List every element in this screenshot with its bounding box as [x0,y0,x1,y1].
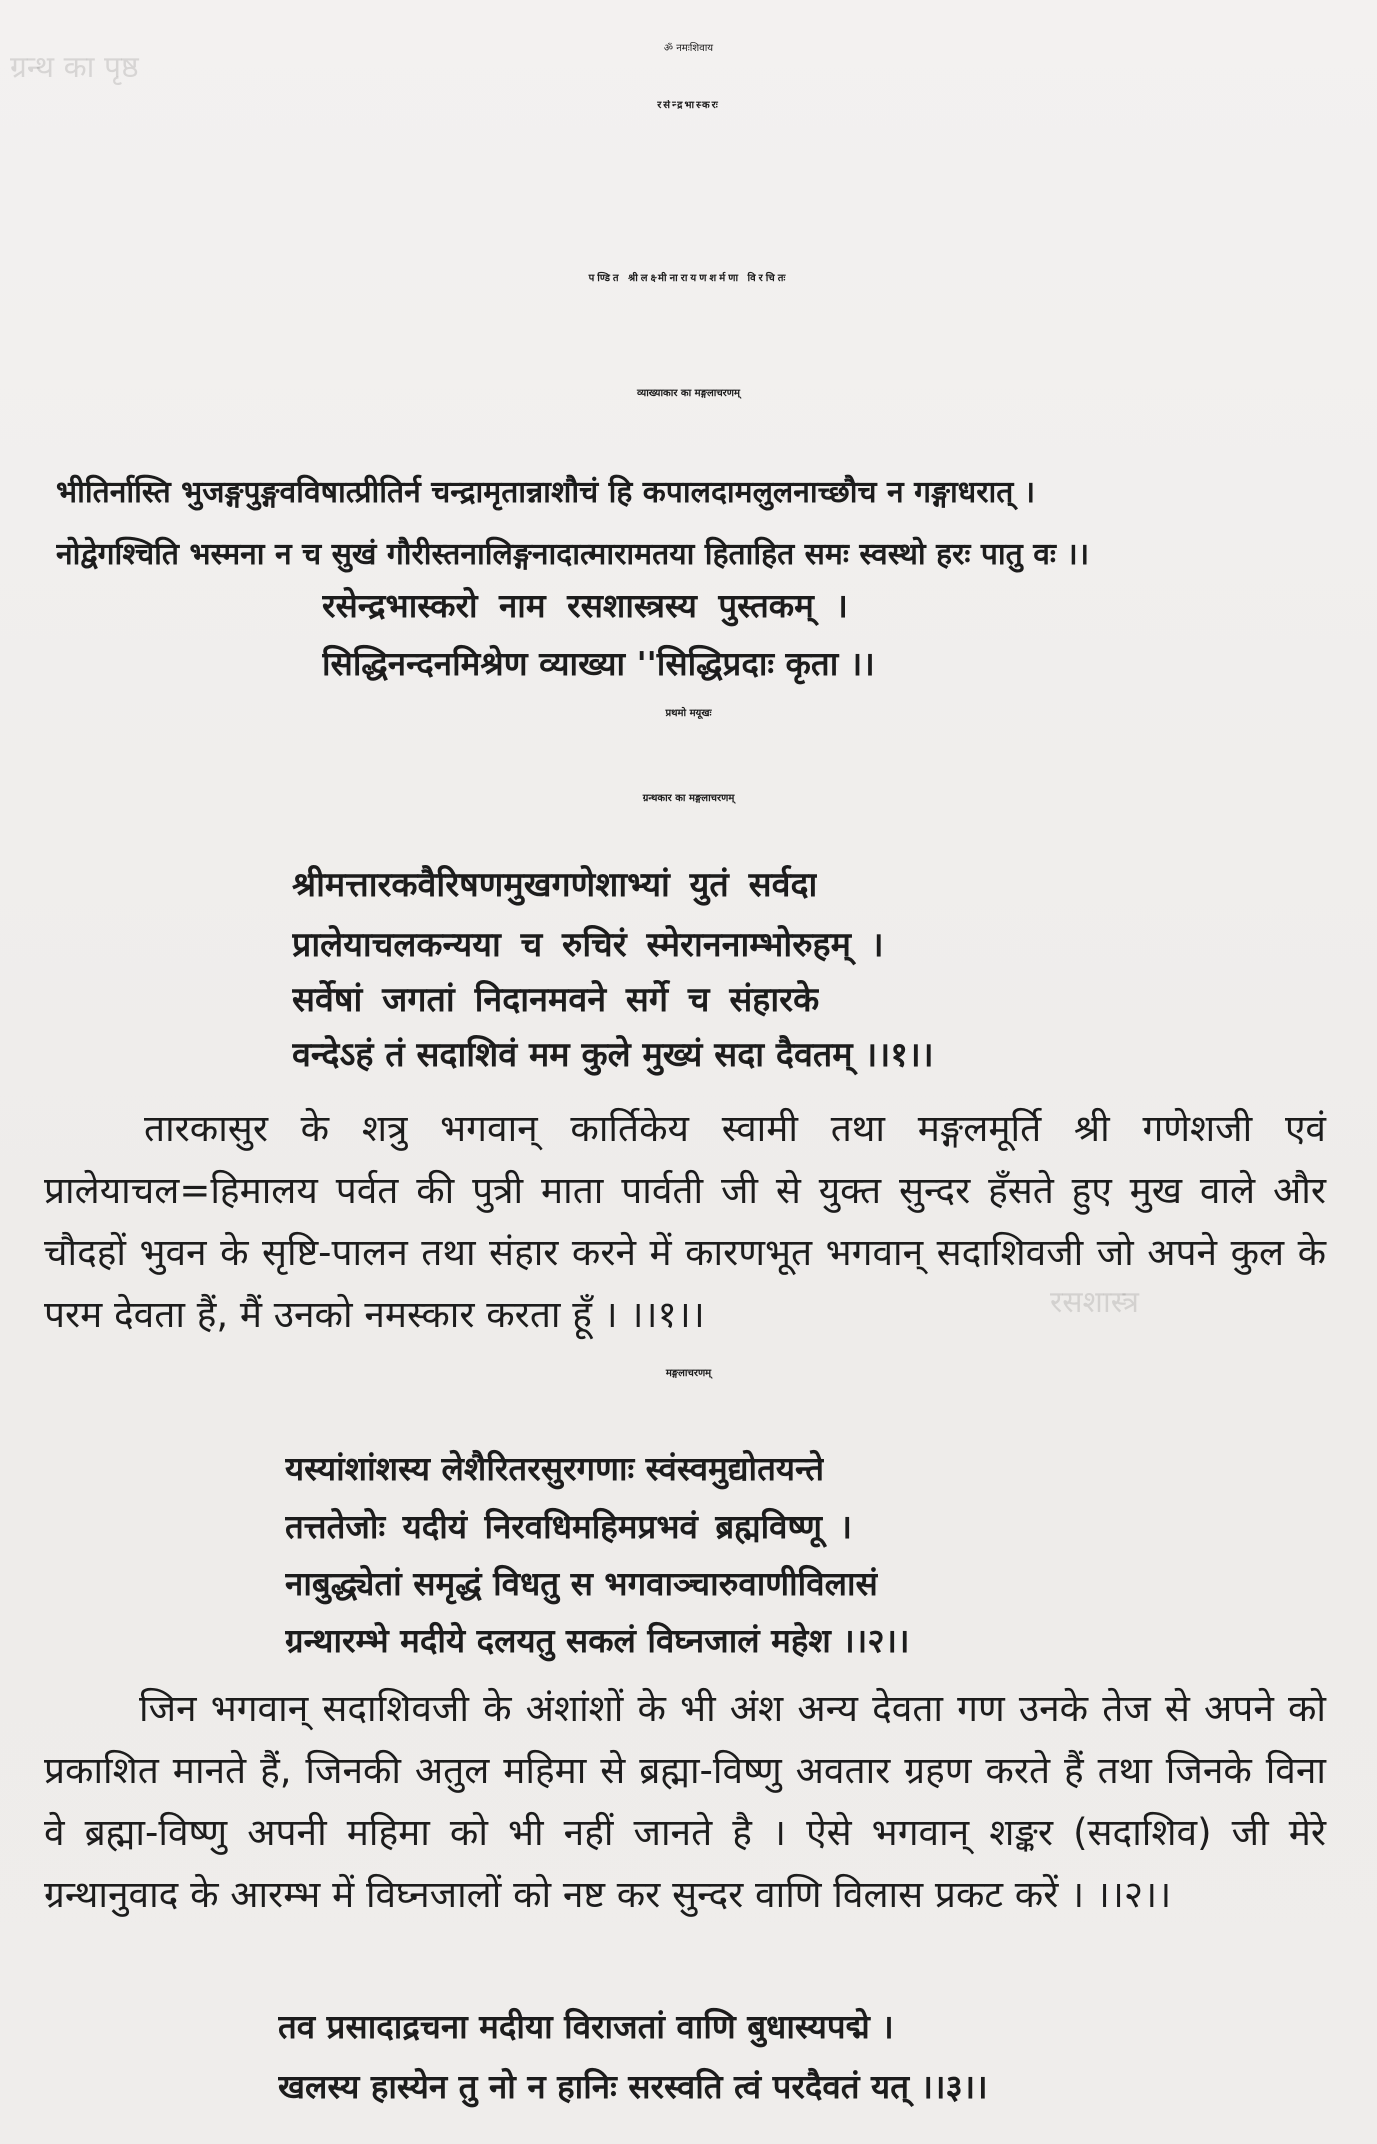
verse-line: रसेन्द्रभास्करो नाम रसशास्त्रस्य पुस्तकम् । [322,586,848,625]
verse-line: नोद्वेगश्चिति भस्मना न च सुखं गौरीस्तनालिङ्गनादात्मारामतया हिताहित समः स्वस्थो हरः पातु वः ।। [56,537,1090,572]
verse-line: सर्वेषां जगतां निदानमवने सर्गे च संहारके [292,980,820,1020]
verse-line: तव प्रसादाद्रचना मदीया विराजतां वाणि बुधास्यपद्मे । [278,2007,894,2046]
reverse-side-bleed: ग्रन्थ का पृष्ठ [10,50,139,85]
author-invocation-heading: ग्रन्थकार का मङ्गलाचरणम् [642,793,735,804]
commentary-paragraph: जिन भगवान् सदाशिवजी के अंशांशों के भी अंश अन्य देवता गण उनके तेज से अपने को प्रकाशित मानते हैं, जिनकी अतुल महिमा से ब्रह्मा-विष्णु अवतार ग्रहण करते हैं तथा जिनके विना वे ब्रह्मा-विष्णु अपनी महिमा को भी नहीं जानते है । ऐसे भगवान् शङ्कर (सदाशिव) जी मेरे ग्रन्थानुवाद के आरम्भ में विघ्नजालों को नष्ट कर सुन्दर वाणि विलास प्रकट करें । ।।२।। [44,1687,1326,1916]
chapter-heading: प्रथमो मयूखः [665,708,712,719]
commentary-paragraph: तारकासुर के शत्रु भगवान् कार्तिकेय स्वामी तथा मङ्गलमूर्ति श्री गणेशजी एवं प्रालेयाचल=हिमालय पर्वत की पुत्री माता पार्वती जी से युक्त सुन्दर हँसते हुए मुख वाले और चौदहों भुवन के सृष्टि-पालन तथा संहार करने में कारणभूत भगवान् सदाशिवजी जो अपने कुल के परम देवता हैं, मैं उनको नमस्कार करता हूँ । ।।१।। [44,1107,1326,1336]
verse-line: तत्ततेजोः यदीयं निरवधिमहिमप्रभवं ब्रह्मविष्णू । [285,1507,853,1546]
commentator-invocation-heading: व्याख्याकार का मङ्गलाचरणम् [637,388,740,399]
book-title: रसेन्द्रभास्करः [657,100,720,111]
verse-line: यस्यांशांशस्य लेशैरितरसुरगणाः स्वंस्वमुद्योतयन्ते [285,1449,825,1488]
verse-line: ग्रन्थारम्भे मदीये दलयतु सकलं विघ्नजालं महेश ।।२।। [285,1621,910,1660]
verse-line: नाबुद्ध्येतां समृद्धं विधतु स भगवाञ्चारुवाणीविलासं [285,1564,878,1603]
reverse-side-bleed: रसशास्त्र [1050,1285,1139,1320]
verse-line: प्रालेयाचलकन्यया च रुचिरं स्मेराननाम्भोरुहम् । [292,925,884,965]
verse-line: श्रीमत्तारकवैरिषणमुखगणेशाभ्यां युतं सर्वदा [292,865,818,905]
verse-line: भीतिर्नास्ति भुजङ्गपुङ्गवविषात्प्रीतिर्न चन्द्रामृतान्नाशौचं हि कपालदामलुलनाच्छौच न गङ्गाधरात् । [56,475,1036,510]
invocation: ॐ नमःशिवाय [663,43,714,54]
verse-line: वन्देऽहं तं सदाशिवं मम कुले मुख्यं सदा दैवतम् ।।१।। [292,1035,934,1075]
verse-line: खलस्य हास्येन तु नो न हानिः सरस्वति त्वं परदैवतं यत् ।।३।। [278,2067,988,2106]
invocation-heading: मङ्गलाचरणम् [665,1368,712,1379]
author-line: पण्डित श्रीलक्ष्मीनारायणशर्मणा विरचितः [588,273,789,284]
verse-line: सिद्धिनन्दनमिश्रेण व्याख्या ''सिद्धिप्रदाः कृता ।। [322,644,875,683]
